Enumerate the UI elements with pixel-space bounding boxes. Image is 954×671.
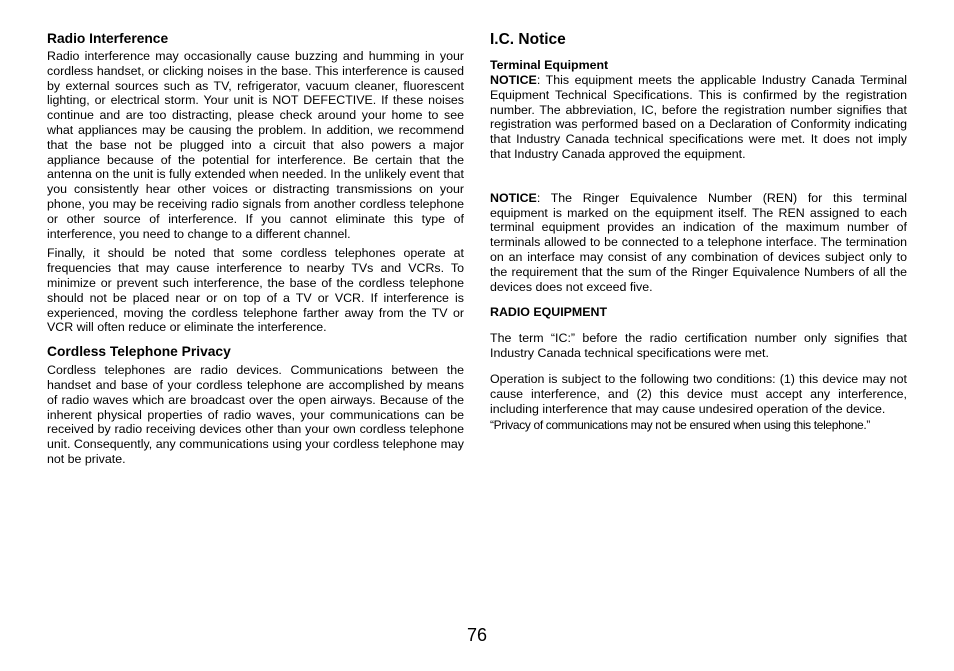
radio-equipment-paragraph-1: The term “IC:” before the radio certification number only signifies that Industry Canada technical specifications were met. [490,331,907,361]
terminal-equipment-heading: Terminal Equipment [490,58,609,72]
radio-equipment-paragraph-2: Operation is subject to the following two conditions: (1) this device may not cause interference, and (2) this device must accept any interference, including interference that may cause undesired operation of the device. [490,371,907,416]
page-number: 76 [466,625,488,645]
notice-paragraph-2 [490,191,907,295]
right-column [490,30,907,433]
cordless-privacy-paragraph: Cordless telephones are radio devices. Communications between the handset and base of your cordless telephone are accomplished by means of radio waves which are broadcast over the open airways. Because of the inherent physical properties of radio waves, your communications can be received by radio receiving devices other than your own cordless telephone unit. Consequently, any communications using your cordless telephone may not be private. [47,363,464,466]
radio-equipment-heading: RADIO EQUIPMENT [490,305,608,320]
radio-interference-paragraph-2: Finally, it should be noted that some cordless telephones operate at frequencies that may cause interference to nearby TVs and VCRs. To minimize or prevent such interference, the base of the cordless telephone should not be placed near or on top of a TV or VCR. If interference is experienced, moving the cordless telephone farther away from the TV or VCR will often reduce or eliminate the interference. [47,246,464,335]
notice-label-2: NOTICE [490,190,537,205]
cordless-privacy-heading: Cordless Telephone Privacy [47,344,231,360]
notice-paragraph-1 [490,73,907,162]
radio-interference-heading: Radio Interference [47,31,169,46]
notice-text-2: : The Ringer Equivalence Number (REN) for this terminal equipment is marked on the equipment itself. The REN assigned to each terminal equipment provides an indication of the maximum number of terminals allowed to be connected to a telephone interface. The termination on an interface may consist of any combination of devices subject only to the requirement that the sum of the Ringer Equivalence Numbers of all the devices does not exceed five. [490,190,907,294]
privacy-quote: “Privacy of communications may not be ensured when using this telephone.” [490,418,870,433]
notice-label-1: NOTICE [490,73,537,87]
left-column [47,30,464,467]
ic-notice-heading: I.C. Notice [490,31,566,48]
radio-interference-paragraph-1: Radio interference may occasionally cause buzzing and humming in your cordless handset, or clicking noises in the base. This interference is caused by external sources such as TV, refrigerator, vacuum cleaner, fluorescent lighting, or electrical storm. Your unit is NOT DEFECTIVE. If these noises continue and are too distracting, please check around your home to see what appliances may be causing the problem. In addition, we recommend that the base not be plugged into a circuit that also powers a major appliance because of the potential for interference. Be certain that the antenna on the unit is fully extended when needed. In the unlikely event that you consistently hear other voices or distracting transmissions on your phone, you may be receiving radio signals from another cordless telephone or other source of interference. If you cannot eliminate this type of interference, you need to change to a different channel. [47,49,464,241]
notice-text-1: : This equipment meets the applicable Industry Canada Terminal Equipment Technical Specifications. This is confirmed by the registration number. The abbreviation, IC, before the registration number signifies that registration was performed based on a Declaration of Conformity indicating that Industry Canada technical specifications were met. It does not imply that Industry Canada approved the equipment. [490,73,907,161]
